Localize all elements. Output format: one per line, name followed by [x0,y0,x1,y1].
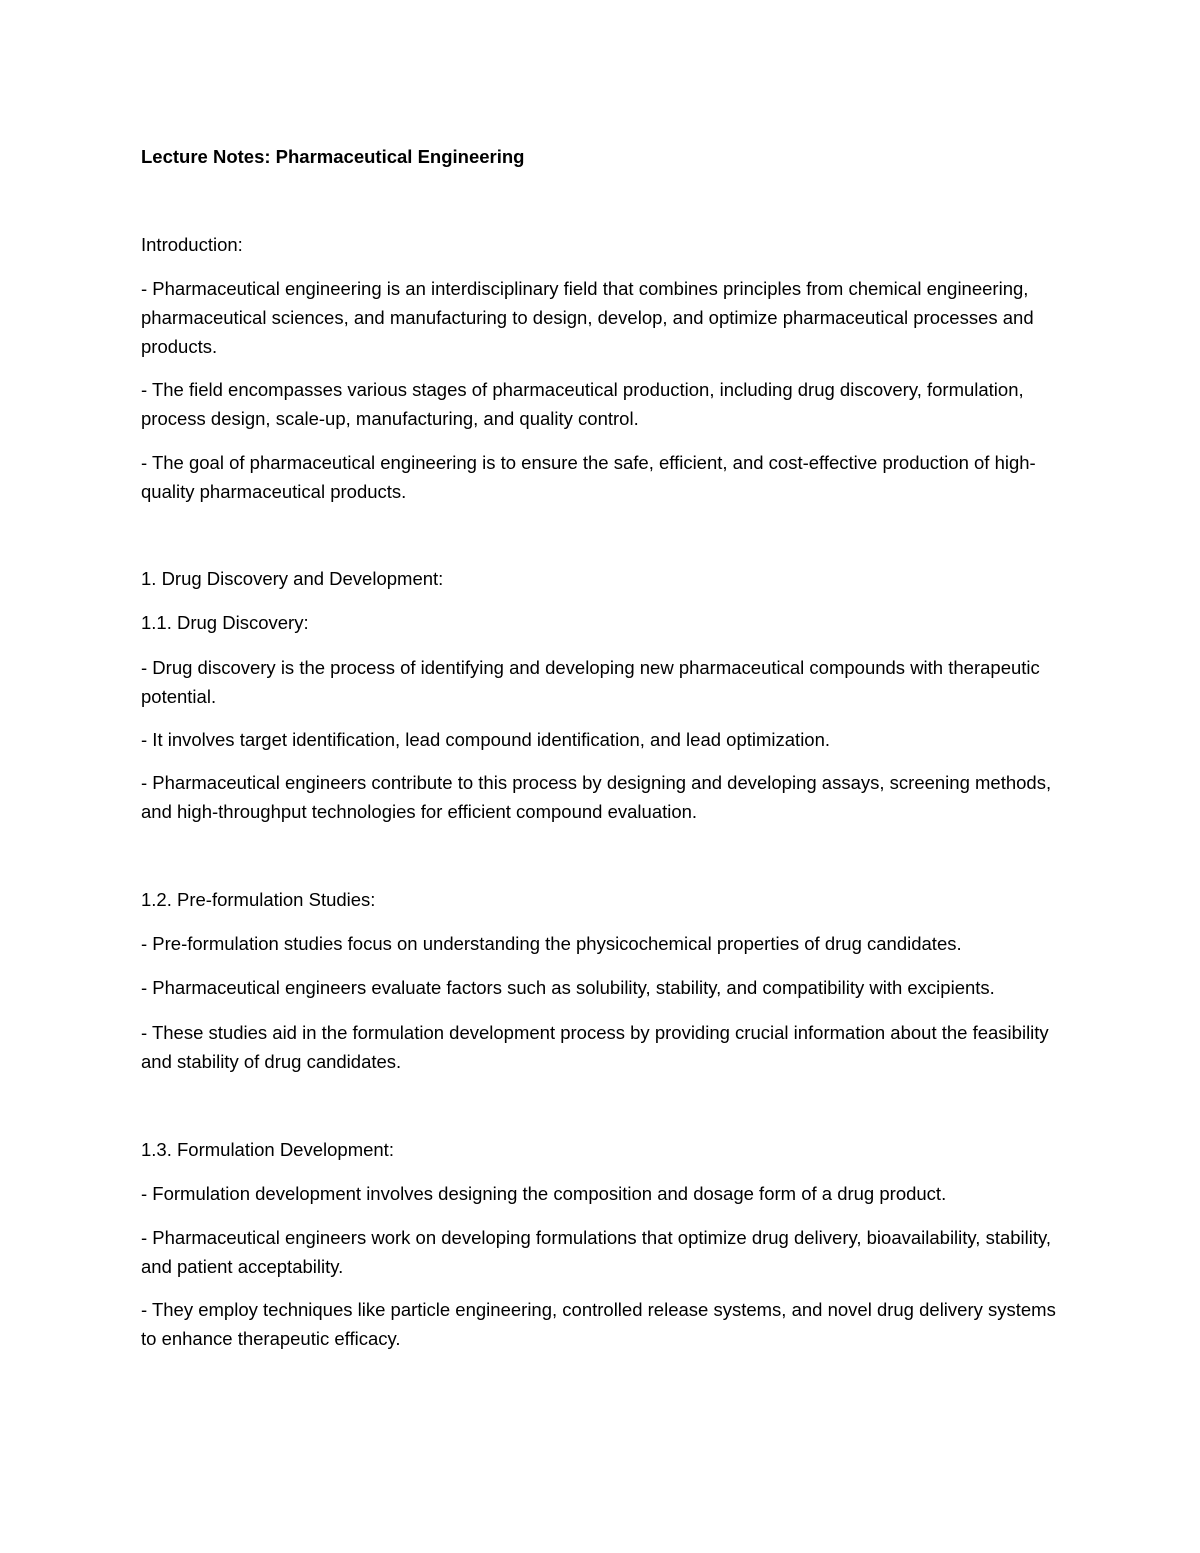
section-1-2-bullet-2: - Pharmaceutical engineers evaluate factors such as solubility, stability, and compatibility with excipients. [141,977,995,998]
section-1-1-bullet-2: - It involves target identification, lead compound identification, and lead optimization. [141,729,831,750]
section-1-1-bullet-1: - Drug discovery is the process of identifying and developing new pharmaceutical compounds with therapeutic potential. [141,657,1040,707]
section-1-2-heading: 1.2. Pre-formulation Studies: [141,889,376,910]
document-title: Lecture Notes: Pharmaceutical Engineering [141,146,525,167]
section-1-2-bullet-1: - Pre-formulation studies focus on understanding the physicochemical properties of drug candidates. [141,933,962,954]
section-1-2-bullet-3: - These studies aid in the formulation development process by providing crucial information about the feasibility and stability of drug candidates. [141,1022,1049,1072]
section-1-3-bullet-2: - Pharmaceutical engineers work on developing formulations that optimize drug delivery, bioavailability, stability, and patient acceptability. [141,1227,1052,1277]
section-1-heading: 1. Drug Discovery and Development: [141,568,444,589]
section-1-3-bullet-3: - They employ techniques like particle engineering, controlled release systems, and novel drug delivery systems to enhance therapeutic efficacy. [141,1299,1056,1349]
intro-bullet-2: - The field encompasses various stages of pharmaceutical production, including drug discovery, formulation, process design, scale-up, manufacturing, and quality control. [141,379,1024,429]
section-1-1-heading: 1.1. Drug Discovery: [141,612,309,633]
section-1-3-bullet-1: - Formulation development involves designing the composition and dosage form of a drug product. [141,1183,947,1204]
intro-bullet-1: - Pharmaceutical engineering is an interdisciplinary field that combines principles from chemical engineering, pharmaceutical sciences, and manufacturing to design, develop, and optimize pharmaceutical processes and products. [141,278,1034,357]
section-1-1-bullet-3: - Pharmaceutical engineers contribute to this process by designing and developing assays, screening methods, and high-throughput technologies for efficient compound evaluation. [141,772,1052,822]
section-1-3-heading: 1.3. Formulation Development: [141,1139,394,1160]
intro-heading: Introduction: [141,234,243,255]
intro-bullet-3: - The goal of pharmaceutical engineering is to ensure the safe, efficient, and cost-effective production of high-quality pharmaceutical products. [141,452,1036,502]
